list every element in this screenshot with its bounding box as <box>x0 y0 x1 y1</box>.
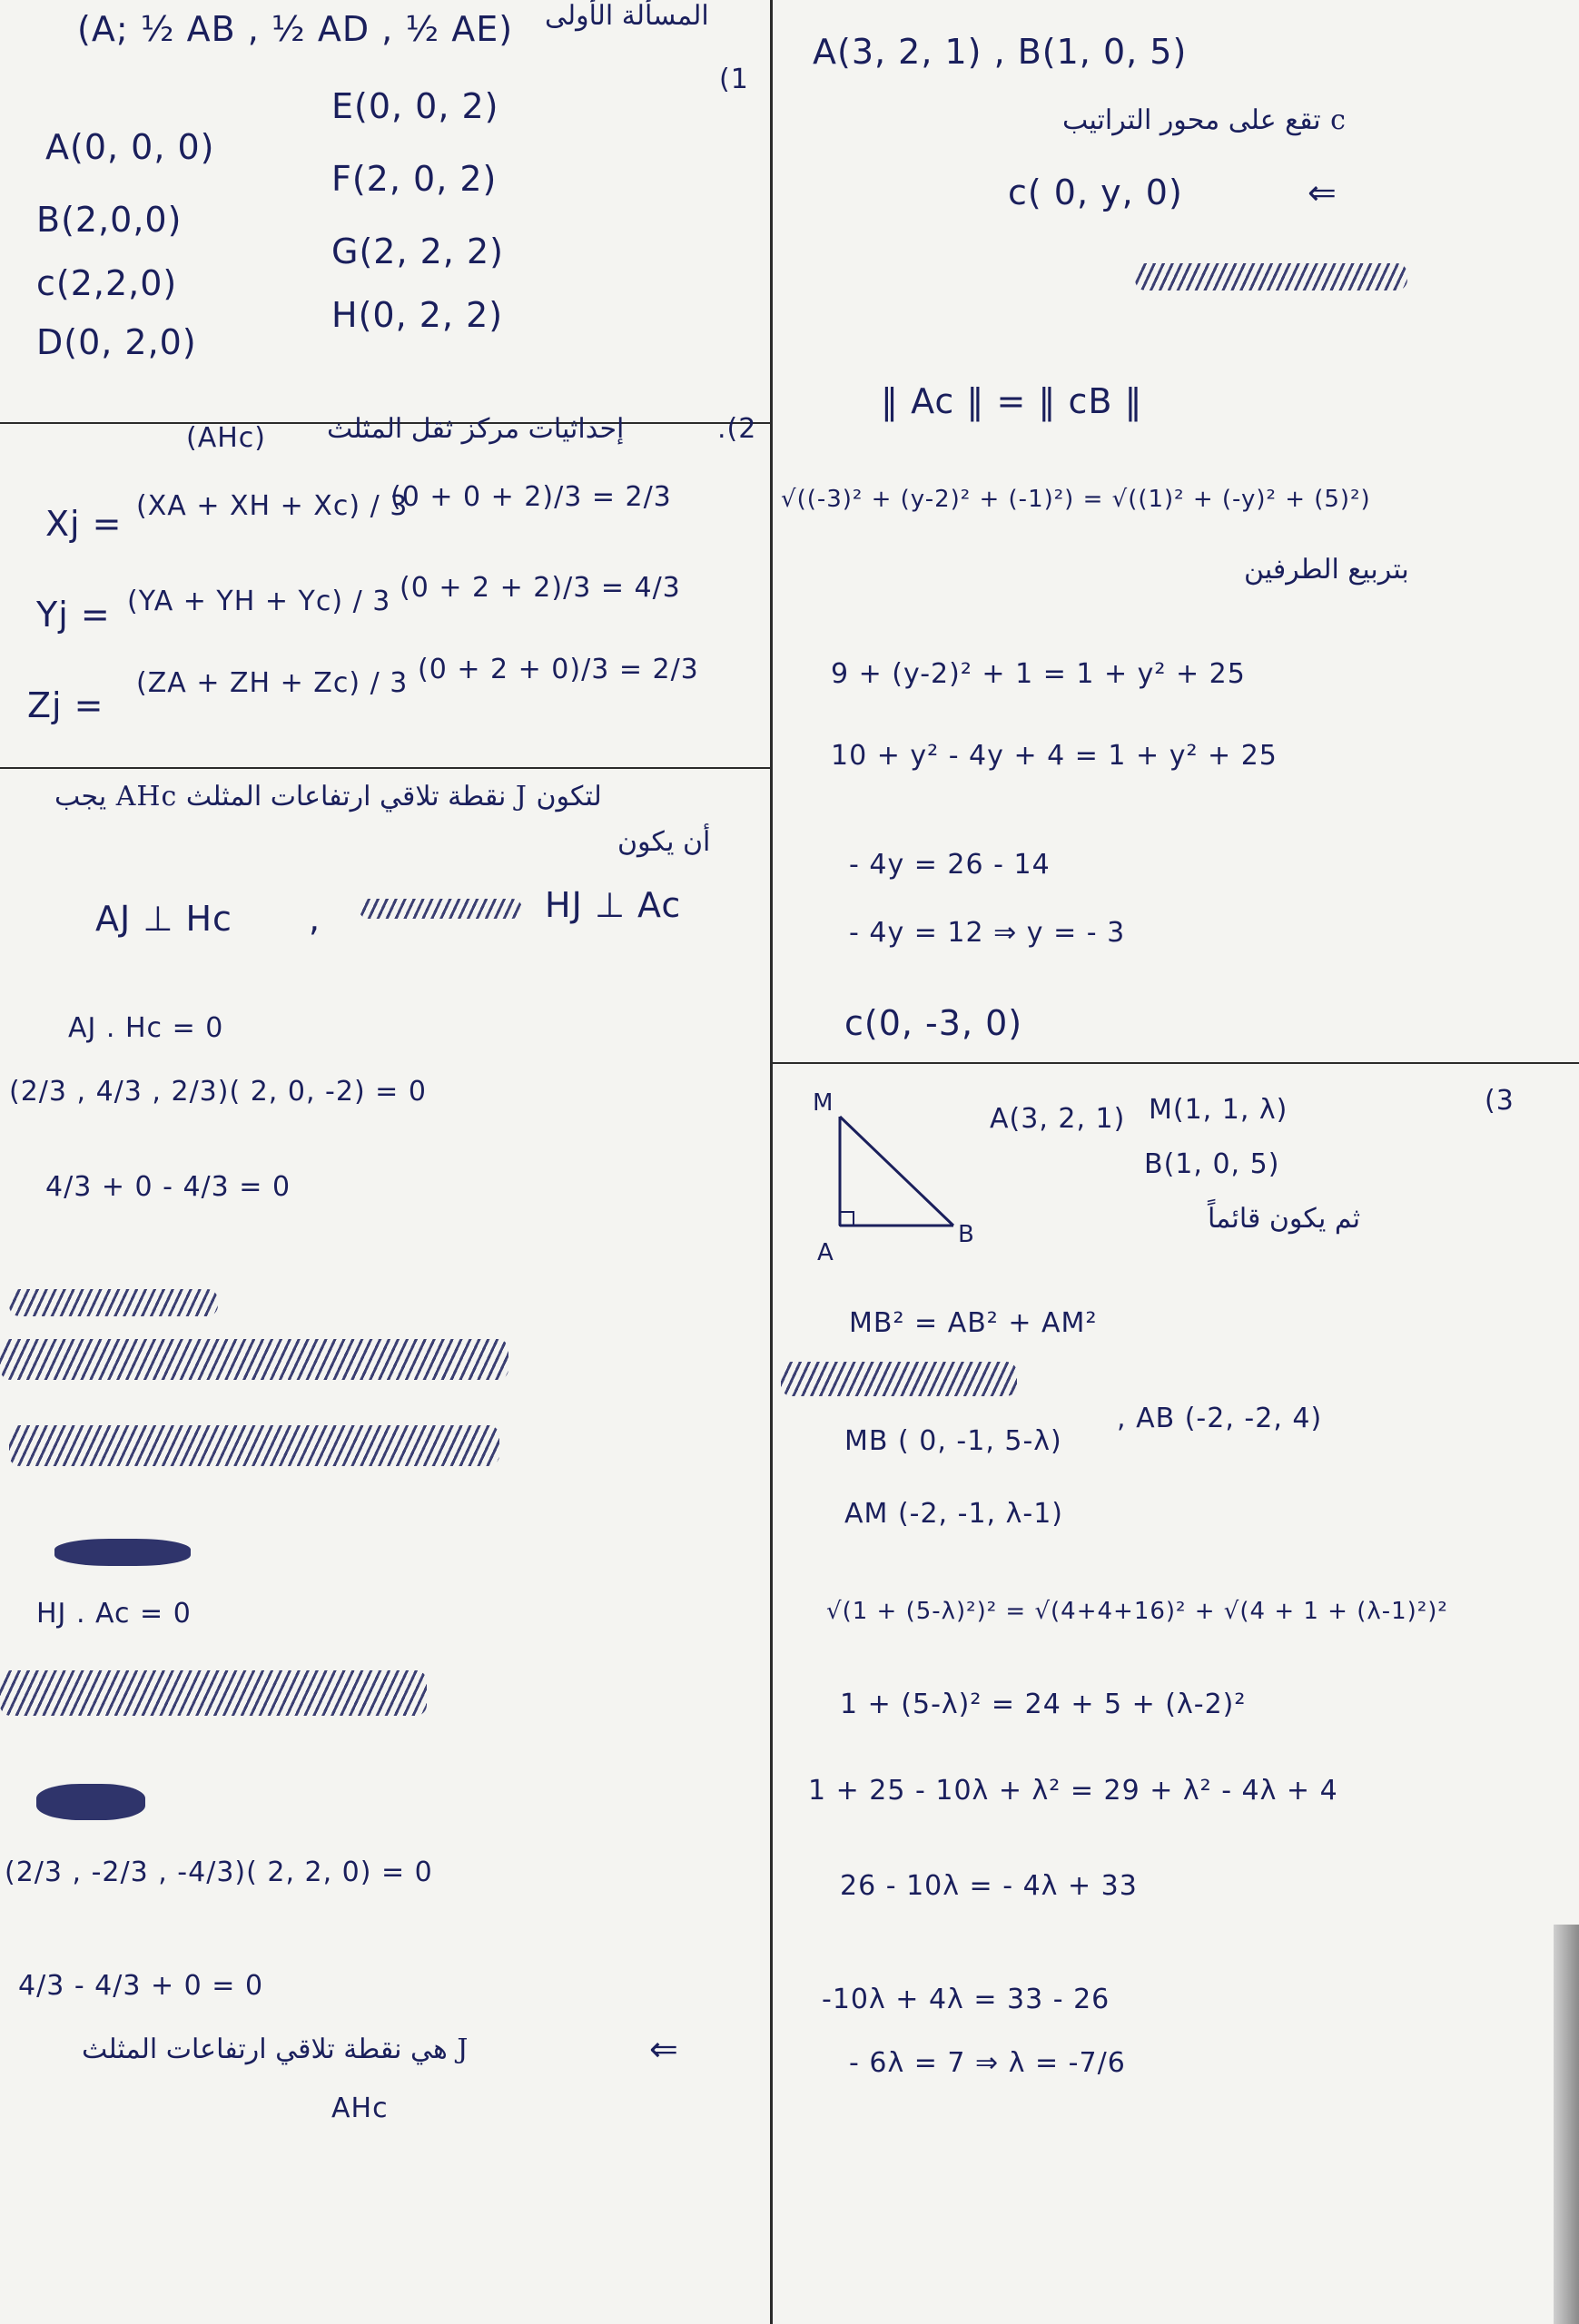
point-b: B(2,0,0) <box>36 200 183 240</box>
norm-equation: ‖ Ac ‖ = ‖ cB ‖ <box>881 381 1143 421</box>
step-2: 10 + y² - 4y + 4 = 1 + y² + 25 <box>831 740 1278 772</box>
step-5: 1 + (5-λ)² = 24 + 5 + (λ-2)² <box>840 1689 1247 1720</box>
right-triangle-note: ثم يكون قائماً <box>1208 1203 1361 1235</box>
c-result: c(0, -3, 0) <box>844 1003 1023 1043</box>
dot-product-2: HJ . Ac = 0 <box>36 1598 192 1630</box>
yj-label: Yj = <box>36 595 111 635</box>
distance-equation: √((-3)² + (y-2)² + (-1)²) = √((1)² + (-y)² + (5)²) <box>781 486 1371 513</box>
centroid-heading: إحداثيات مركز ثقل المثلث <box>327 413 625 445</box>
centroid-triangle: (AHc) <box>186 422 266 454</box>
condition-aj-perp-hc: AJ ⊥ Hc <box>95 899 232 939</box>
scribble-1 <box>359 899 522 919</box>
point-c: c(2,2,0) <box>36 263 178 303</box>
squaring-note: بتربيع الطرفين <box>1244 554 1409 586</box>
orthocenter-text-1: لتكون J نقطة تلاقي ارتفاعات المثلث AHc يجب <box>54 781 602 812</box>
condition-comma: , <box>309 899 321 939</box>
label-b: B <box>958 1221 975 1248</box>
scribble-3 <box>0 1339 508 1380</box>
scribble-7 <box>36 1784 145 1820</box>
yj-formula: (YA + YH + Yc) / 3 <box>127 586 391 617</box>
c-on-y-axis: c تقع على محور التراتيب <box>1062 104 1347 136</box>
question-3-number: (3 <box>1485 1085 1515 1117</box>
step-8: -10λ + 4λ = 33 - 26 <box>822 1984 1110 2015</box>
dot-product-2-vectors: (2/3 , -2/3 , -4/3)( 2, 2, 0) = 0 <box>5 1856 433 1888</box>
column-divider <box>770 0 773 2324</box>
xj-label: Xj = <box>45 504 123 544</box>
vector-am: AM (-2, -1, λ-1) <box>844 1498 1063 1530</box>
step-7: 26 - 10λ = - 4λ + 33 <box>840 1870 1138 1902</box>
scribble-9 <box>781 1362 1017 1396</box>
zj-formula: (ZA + ZH + Zc) / 3 <box>136 667 409 699</box>
right-divider-1 <box>770 1062 1579 1064</box>
condition-hj-perp-ac: HJ ⊥ Ac <box>545 885 682 925</box>
zj-value: (0 + 2 + 0)/3 = 2/3 <box>418 654 699 685</box>
heading-problem-1: المسألة الأولى <box>545 0 709 32</box>
scribble-5 <box>54 1539 191 1566</box>
vector-ab: , AB (-2, -2, 4) <box>1117 1403 1323 1434</box>
conclusion-arrow: ⇐ <box>649 2029 679 2069</box>
scribble-8 <box>1135 263 1407 290</box>
conclusion-triangle: AHc <box>331 2093 389 2124</box>
point-a: A(0, 0, 0) <box>45 127 215 167</box>
scribble-2 <box>9 1289 218 1316</box>
step-9: - 6λ = 7 ⇒ λ = -7/6 <box>849 2047 1126 2079</box>
point-f: F(2, 0, 2) <box>331 159 498 199</box>
given-m: M(1, 1, λ) <box>1149 1094 1288 1126</box>
step-1: 9 + (y-2)² + 1 = 1 + y² + 25 <box>831 658 1246 690</box>
conclusion-text: J هي نقطة تلاقي ارتفاعات المثلث <box>82 2034 469 2065</box>
implies-arrow: ⇐ <box>1308 172 1337 212</box>
given-a: A(3, 2, 1) <box>990 1103 1126 1135</box>
dot-product-1-result: 4/3 + 0 - 4/3 = 0 <box>45 1171 291 1203</box>
point-g: G(2, 2, 2) <box>331 231 504 271</box>
dot-product-2-result: 4/3 - 4/3 + 0 = 0 <box>18 1970 264 2002</box>
orthocenter-text-2: أن يكون <box>617 826 711 858</box>
point-d: D(0, 2,0) <box>36 322 197 362</box>
dot-product-1-vectors: (2/3 , 4/3 , 2/3)( 2, 0, -2) = 0 <box>9 1076 427 1108</box>
given-points-ab: A(3, 2, 1) , B(1, 0, 5) <box>813 32 1188 72</box>
pythagoras: MB² = AB² + AM² <box>849 1307 1098 1339</box>
xj-value: (0 + 0 + 2)/3 = 2/3 <box>390 481 672 513</box>
basis-text: (A; ½ AB , ½ AD , ½ AE) <box>77 9 514 49</box>
scribble-4 <box>9 1425 499 1466</box>
point-e: E(0, 0, 2) <box>331 86 499 126</box>
dot-product-1: AJ . Hc = 0 <box>68 1012 224 1044</box>
xj-formula: (XA + XH + Xc) / 3 <box>136 490 409 522</box>
distance-equation-2: √(1 + (5-λ)²)² = √(4+4+16)² + √(4 + 1 + (λ-1)²)² <box>826 1598 1448 1625</box>
scribble-6 <box>0 1670 427 1716</box>
page-edge-shadow <box>1554 1925 1579 2324</box>
question-2-number: .(2 <box>717 413 757 445</box>
left-divider-2 <box>0 767 770 769</box>
step-4: - 4y = 12 ⇒ y = - 3 <box>849 917 1126 949</box>
yj-value: (0 + 2 + 2)/3 = 4/3 <box>400 572 681 604</box>
question-1-number: (1 <box>719 64 749 95</box>
c-form: c( 0, y, 0) <box>1008 172 1183 212</box>
step-6: 1 + 25 - 10λ + λ² = 29 + λ² - 4λ + 4 <box>808 1775 1338 1807</box>
label-a: A <box>817 1239 834 1266</box>
right-triangle-diagram <box>822 1108 976 1253</box>
point-h: H(0, 2, 2) <box>331 295 504 335</box>
label-m: M <box>813 1089 834 1117</box>
vector-mb: MB ( 0, -1, 5-λ) <box>844 1425 1062 1457</box>
zj-label: Zj = <box>27 685 104 725</box>
step-3: - 4y = 26 - 14 <box>849 849 1051 881</box>
given-b: B(1, 0, 5) <box>1144 1148 1280 1180</box>
